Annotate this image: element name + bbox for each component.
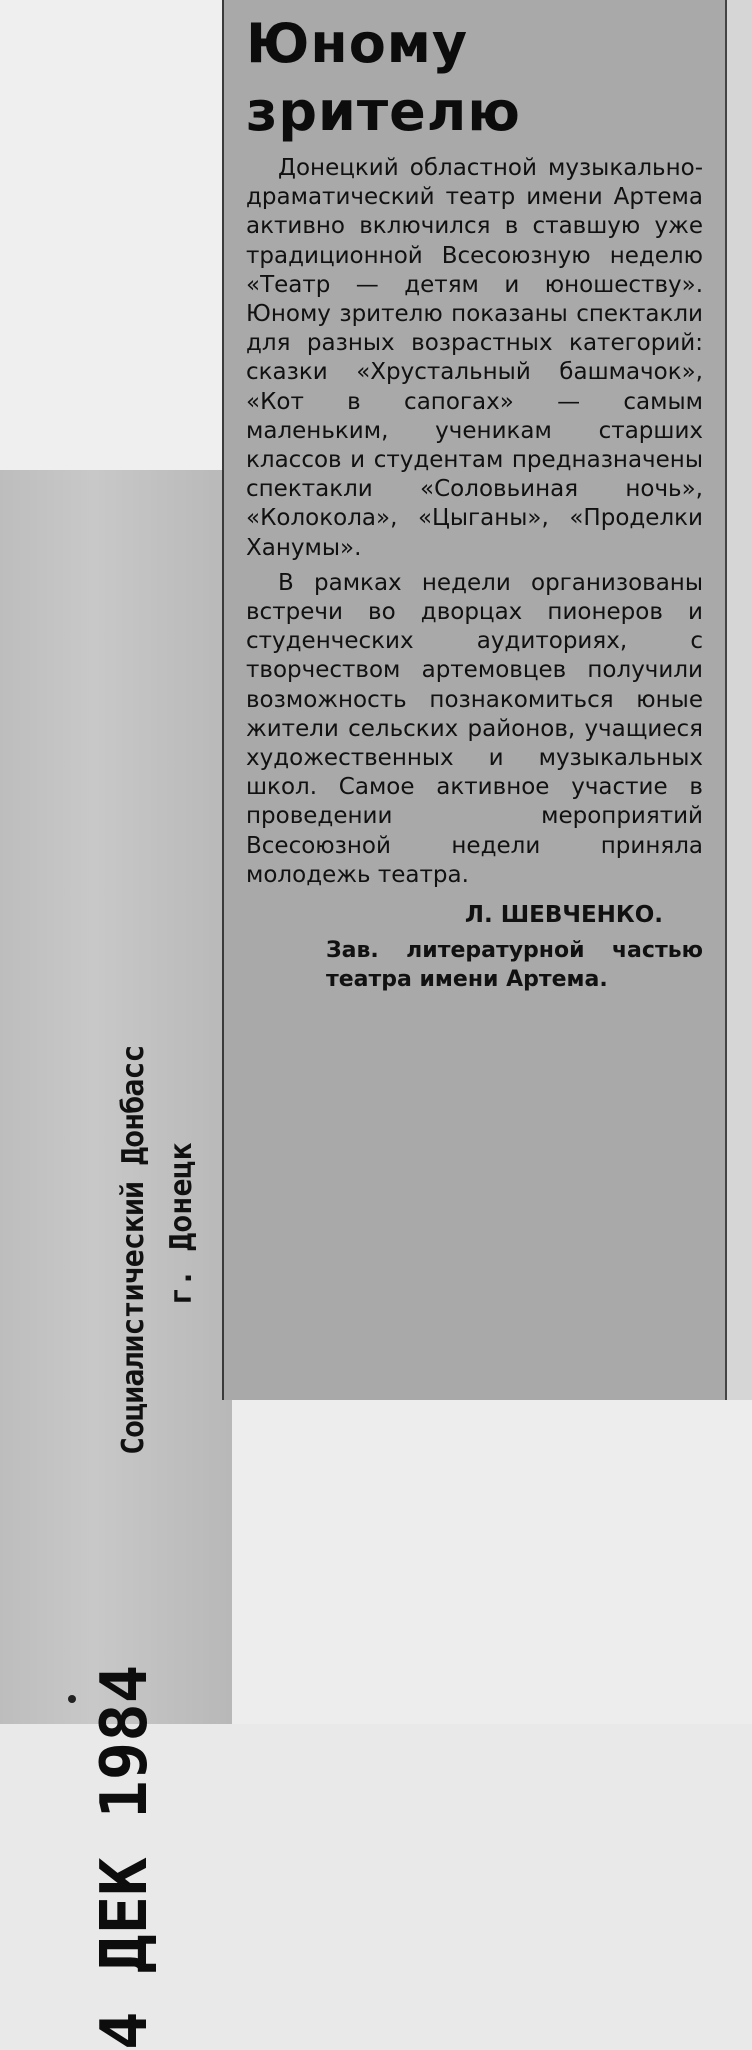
stamp-city: г. Донецк: [164, 1142, 199, 1305]
backing-paper-bottom: [232, 1400, 752, 1724]
date-stamp: [60, 1664, 180, 2050]
headline-line-1: Юному: [246, 12, 469, 75]
backing-paper: [0, 0, 225, 490]
article-author: Л. ШЕВЧЕНКО.: [464, 902, 663, 929]
stamp-date: 4 ДЕК 1984: [88, 1664, 162, 2050]
headline-line-2: зрителю: [246, 80, 521, 143]
article-clipping: [222, 0, 727, 1400]
ink-dot: [68, 1695, 76, 1703]
article-paragraph: Донецкий областной музыкально-драматический театр имени Артема активно включился в ставшую уже традиционной Всесоюзную неделю «Театр — детям и юношеству». Юному зрителю показаны спектакли для разных возрастных категорий: сказки «Хрустальный башмачок», «Кот в сапогах» — самым маленьким, ученикам старших классов и студентам предназначены спектакли «Соловьиная ночь», «Колокола», «Цыганы», «Проделки Ханумы».: [246, 155, 703, 561]
article-paragraph: В рамках недели организованы встречи во дворцах пионеров и студенческих аудиториях, с творчеством артемовцев получили возможность познакомиться юные жители сельских районов, учащиеся художественных и музыкальных школ. Самое активное участие в проведении мероприятий Всесоюзной недели приняла молодежь театра.: [246, 569, 703, 888]
stamp-newspaper-name: Социалистический Донбасс: [116, 1045, 151, 1455]
article-body: [246, 154, 703, 890]
source-stamp: [45, 995, 199, 1455]
author-position: Зав. литературной частью театра имени Артема.: [326, 938, 703, 993]
article-headline: [246, 10, 703, 146]
page-edge: [727, 0, 752, 1400]
archive-stamp-strip: [0, 470, 234, 2050]
